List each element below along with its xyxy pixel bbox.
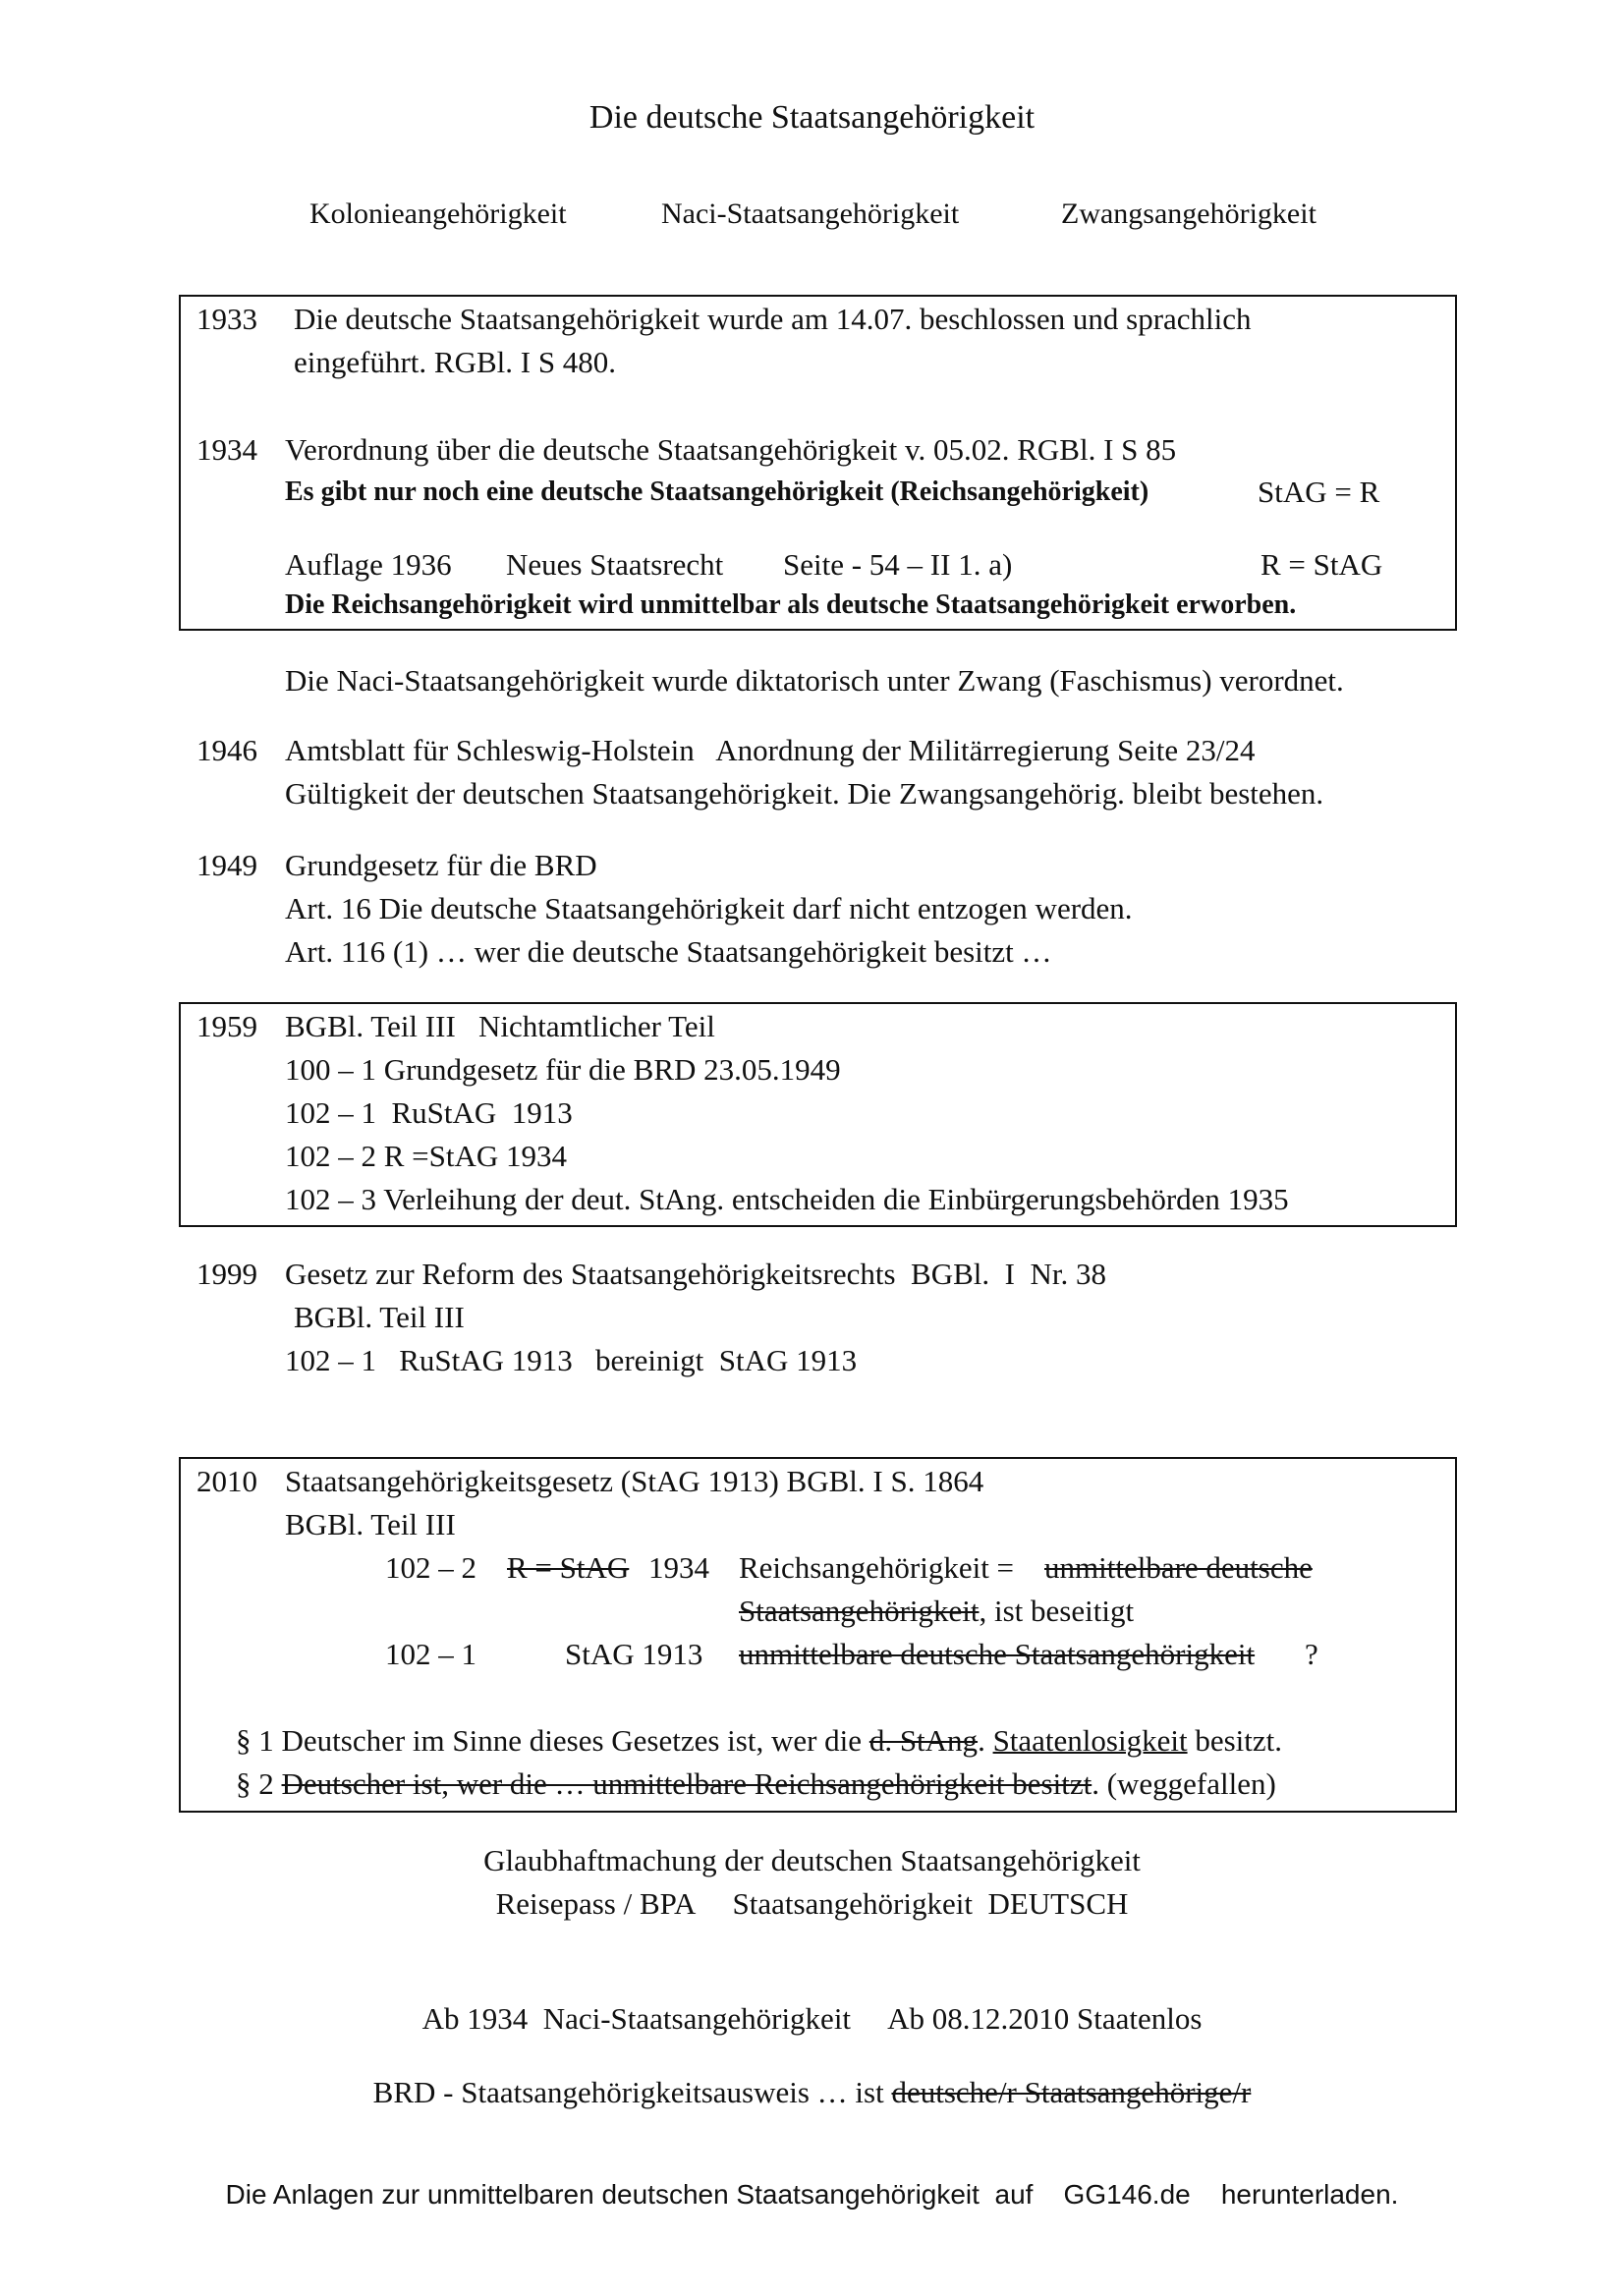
paragraph-1-struck: d. StAng [868, 1723, 979, 1758]
text-1946-a: Amtsblatt für Schleswig-Holstein Anordnung der Militärregierung Seite 23/24 [285, 733, 1256, 767]
text-1934-b-eq: StAG = R [1258, 475, 1380, 509]
paragraph-1-dot: . [978, 1723, 985, 1758]
subtitle-kolonie: Kolonieangehörigkeit [309, 197, 567, 230]
text-1959-a: BGBl. Teil III Nichtamtlicher Teil [285, 1009, 715, 1043]
text-1949-c: Art. 116 (1) … wer die deutsche Staatsangehörigkeit besitzt … [285, 934, 1052, 969]
paragraph-1-pre: § 1 Deutscher im Sinne dieses Gesetzes ist, wer die [236, 1723, 863, 1758]
paragraph-1-staatenlosigkeit: Staatenlosigkeit [992, 1723, 1188, 1758]
row-102-1-question: ? [1305, 1637, 1318, 1671]
subtitle-zwang: Zwangsangehörigkeit [1061, 197, 1316, 230]
text-1959-c: 102 – 1 RuStAG 1913 [285, 1095, 573, 1130]
paragraph-2-struck: Deutscher ist, wer die … unmittelbare Reichsangehörigkeit besitzt [281, 1766, 1092, 1801]
row-102-2-line2 [739, 1596, 1134, 1626]
page-title: Die deutsche Staatsangehörigkeit [588, 99, 1036, 136]
naci-line: Die Naci-Staatsangehörigkeit wurde diktatorisch unter Zwang (Faschismus) verordnet. [285, 663, 1344, 698]
paragraph-2 [236, 1768, 1276, 1799]
paragraph-2-tail: . (weggefallen) [1092, 1766, 1276, 1801]
footer-download-note: Die Anlagen zur unmittelbaren deutschen Staatsangehörigkeit auf GG146.de herunterladen. [225, 2179, 1399, 2210]
row-102-2-text: Reichsangehörigkeit = [739, 1550, 1015, 1585]
text-1933-b: eingeführt. RGBl. I S 480. [294, 345, 617, 379]
row-102-2-tail: , ist beseitigt [979, 1594, 1135, 1628]
year-1959: 1959 [196, 1009, 257, 1043]
neues-staatsrecht: Neues Staatsrecht [506, 547, 724, 582]
glaubhaftmachung-title: Glaubhaftmachung der deutschen Staatsangehörigkeit [483, 1843, 1141, 1877]
year-1933: 1933 [196, 302, 257, 336]
text-1959-b: 100 – 1 Grundgesetz für die BRD 23.05.1949 [285, 1052, 841, 1087]
row-102-1-struck: unmittelbare deutsche Staatsangehörigkeit [739, 1637, 1256, 1671]
reichsangehoerigkeit-line: Die Reichsangehörigkeit wird unmittelbar als deutsche Staatsangehörigkeit erworben. [285, 589, 1297, 620]
auflage-1936: Auflage 1936 [285, 547, 452, 582]
text-1934-a: Verordnung über die deutsche Staatsangehörigkeit v. 05.02. RGBl. I S 85 [285, 432, 1177, 467]
year-2010: 2010 [196, 1464, 257, 1498]
text-1949-a: Grundgesetz für die BRD [285, 848, 597, 882]
row-102-2-year: 1934 [648, 1550, 709, 1585]
paragraph-2-pre: § 2 [236, 1766, 274, 1801]
text-1959-e: 102 – 3 Verleihung der deut. StAng. entscheiden die Einbürgerungsbehörden 1935 [285, 1182, 1289, 1216]
subtitle-naci: Naci-Staatsangehörigkeit [661, 197, 960, 230]
row-102-1-stag: StAG 1913 [565, 1637, 703, 1671]
row-102-2-struck-a: unmittelbare deutsche [1044, 1550, 1313, 1585]
year-1949: 1949 [196, 848, 257, 882]
paragraph-1 [236, 1725, 1282, 1756]
row-102-1-number: 102 – 1 [385, 1637, 476, 1671]
row-102-2-struck-r-stag: R = StAG [507, 1550, 630, 1585]
text-1949-b: Art. 16 Die deutsche Staatsangehörigkeit darf nicht entzogen werden. [285, 891, 1133, 925]
year-1934: 1934 [196, 432, 257, 467]
glaubhaftmachung-reisepass: Reisepass / BPA Staatsangehörigkeit DEUTSCH [495, 1886, 1129, 1921]
text-2010-a: Staatsangehörigkeitsgesetz (StAG 1913) BGBl. I S. 1864 [285, 1464, 984, 1498]
year-1946: 1946 [196, 733, 257, 767]
row-102-2-number: 102 – 2 [385, 1550, 476, 1585]
text-2010-b: BGBl. Teil III [285, 1507, 456, 1541]
seite-reference: Seite - 54 – II 1. a) [783, 547, 1013, 582]
text-1999-b: BGBl. Teil III [294, 1300, 465, 1334]
row-102-2-struck-b: Staatsangehörigkeit [739, 1594, 980, 1628]
text-1946-b: Gültigkeit der deutschen Staatsangehörigkeit. Die Zwangsangehörig. bleibt bestehen. [285, 776, 1324, 811]
brd-line-struck: deutsche/r Staatsangehörige/r [891, 2075, 1252, 2109]
text-1959-d: 102 – 2 R =StAG 1934 [285, 1139, 568, 1173]
year-1999: 1999 [196, 1257, 257, 1291]
brd-line [0, 2077, 1624, 2107]
text-1934-b: Es gibt nur noch eine deutsche Staatsangehörigkeit (Reichsangehörigkeit) [285, 476, 1149, 507]
text-1999-c: 102 – 1 RuStAG 1913 bereinigt StAG 1913 [285, 1343, 858, 1377]
brd-line-pre: BRD - Staatsangehörigkeitsausweis … ist [372, 2075, 884, 2109]
text-1999-a: Gesetz zur Reform des Staatsangehörigkeitsrechts BGBl. I Nr. 38 [285, 1257, 1106, 1291]
r-equals-stag: R = StAG [1260, 547, 1383, 582]
text-1933-a: Die deutsche Staatsangehörigkeit wurde am 14.07. beschlossen und sprachlich [294, 302, 1252, 336]
ab-1934-line: Ab 1934 Naci-Staatsangehörigkeit Ab 08.12.2010 Staatenlos [421, 2001, 1203, 2036]
paragraph-1-tail: besitzt. [1195, 1723, 1283, 1758]
